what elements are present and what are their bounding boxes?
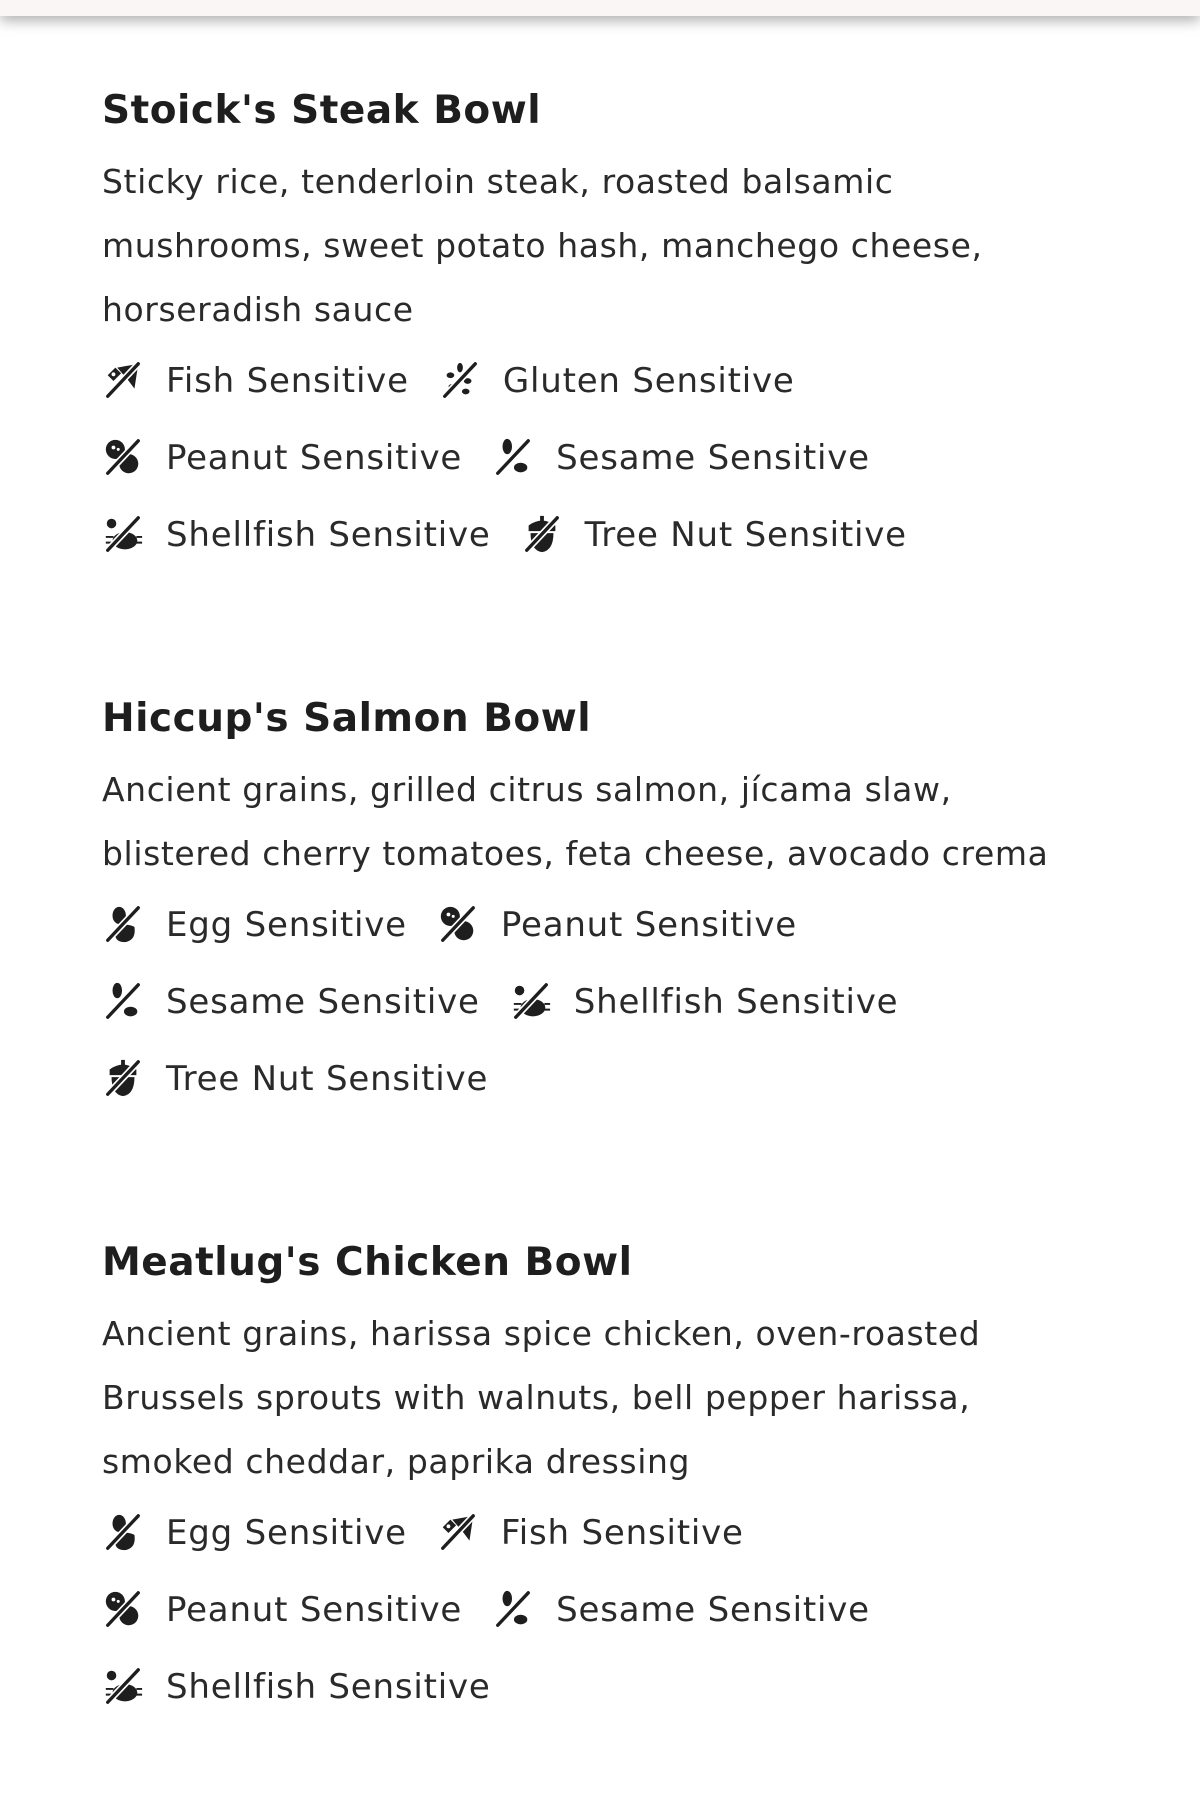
no-peanut-icon [102,1589,144,1631]
allergen-tag-tree-nut [521,514,907,556]
allergen-label: Fish Sensitive [500,1512,744,1553]
no-fish-icon [437,1512,479,1554]
no-shellfish-icon [102,1666,144,1708]
description-line: Sticky rice, tenderloin steak, roasted balsamic [102,162,894,201]
allergen-tag-sesame [492,1589,870,1631]
allergen-list [102,1494,1102,1725]
allergen-label: Egg Sensitive [166,1512,407,1553]
no-peanut-icon [102,437,144,479]
allergen-tag-peanut [102,1589,462,1631]
no-fish-icon [102,360,144,402]
menu-item-description [102,1302,1102,1494]
allergen-tag-peanut [437,904,797,946]
description-line: mushrooms, sweet potato hash, manchego cheese, [102,226,983,265]
allergen-label: Shellfish Sensitive [166,1666,491,1707]
menu-item-meatlugs-chicken-bowl[interactable] [102,1238,1102,1725]
allergen-label: Shellfish Sensitive [166,514,491,555]
no-tree-nut-icon [521,514,563,556]
allergen-label: Peanut Sensitive [500,904,797,945]
allergen-tag-shellfish [510,981,899,1023]
no-tree-nut-icon [102,1058,144,1100]
allergen-tag-egg [102,1512,407,1554]
menu-item-title: Hiccup's Salmon Bowl [102,696,592,741]
menu-item-title: Meatlug's Chicken Bowl [102,1240,633,1285]
description-line: blistered cherry tomatoes, feta cheese, avocado crema [102,834,1049,873]
allergen-label: Sesame Sensitive [556,1589,870,1630]
menu-item-hiccups-salmon-bowl[interactable] [102,694,1102,1117]
allergen-label: Peanut Sensitive [166,437,463,478]
allergen-tag-fish [437,1512,744,1554]
description-line: Ancient grains, grilled citrus salmon, jícama slaw, [102,770,952,809]
no-egg-icon [102,1512,144,1554]
allergen-list [102,886,1102,1117]
allergen-label: Egg Sensitive [166,904,407,945]
allergen-label: Peanut Sensitive [166,1589,463,1630]
allergen-label: Shellfish Sensitive [573,981,899,1022]
top-app-bar [0,0,1200,16]
allergen-tag-shellfish [102,514,491,556]
allergen-tag-shellfish [102,1666,491,1708]
no-gluten-icon [439,360,481,402]
no-egg-icon [102,904,144,946]
no-sesame-icon [102,981,144,1023]
allergen-label: Sesame Sensitive [556,437,870,478]
no-shellfish-icon [510,981,552,1023]
allergen-tag-egg [102,904,407,946]
no-sesame-icon [492,437,534,479]
allergen-label: Sesame Sensitive [166,981,480,1022]
allergen-tag-sesame [492,437,870,479]
no-peanut-icon [437,904,479,946]
allergen-tag-tree-nut [102,1058,488,1100]
menu-item-stoicks-steak-bowl[interactable] [102,86,1102,573]
description-line: Brussels sprouts with walnuts, bell pepper harissa, [102,1378,971,1417]
allergen-label: Tree Nut Sensitive [166,1058,489,1099]
allergen-label: Fish Sensitive [166,360,409,401]
allergen-list [102,342,1102,573]
allergen-label: Tree Nut Sensitive [584,514,907,555]
allergen-tag-sesame [102,981,480,1023]
menu-item-description [102,758,1102,886]
menu-item-description [102,150,1102,342]
allergen-tag-fish [102,360,409,402]
allergen-tag-peanut [102,437,462,479]
description-line: Ancient grains, harissa spice chicken, oven-roasted [102,1314,981,1353]
menu-item-title: Stoick's Steak Bowl [102,88,542,133]
description-line: smoked cheddar, paprika dressing [102,1442,691,1481]
description-line: horseradish sauce [102,290,414,329]
no-shellfish-icon [102,514,144,556]
no-sesame-icon [492,1589,534,1631]
allergen-tag-gluten [439,360,795,402]
allergen-label: Gluten Sensitive [502,360,795,401]
